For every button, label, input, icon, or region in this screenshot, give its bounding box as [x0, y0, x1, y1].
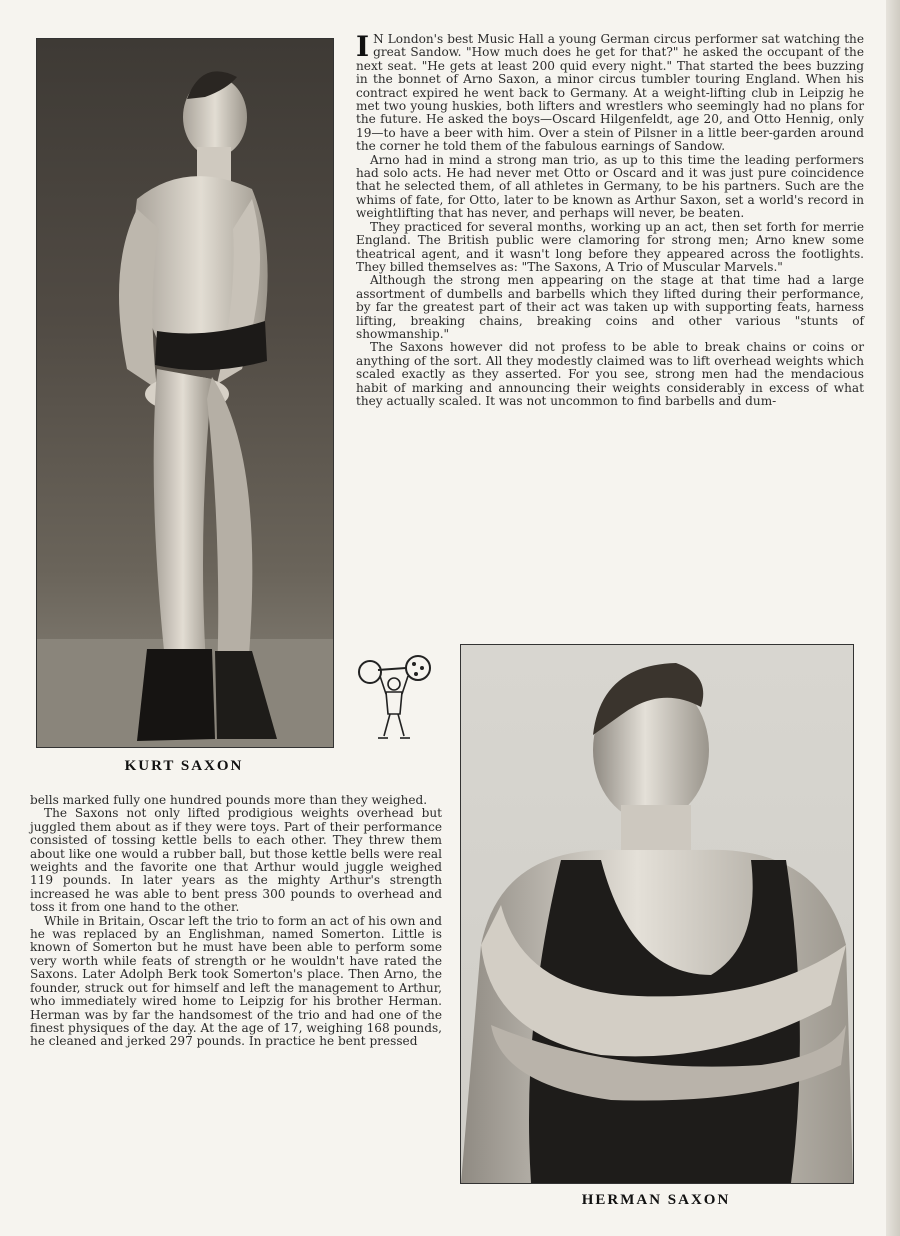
- article-bottom-column: [30, 794, 442, 1049]
- herman-saxon-figure: [461, 645, 853, 1183]
- strongman-lifting-barbell-icon: [356, 650, 432, 742]
- paragraph-text: N London's best Music Hall a young German circus performer sat watching the great Sandow. "How much does he get for that?" he asked the occupant of the next seat. "He gets at least 200 quid every night." That started the bees buzzing in the bonnet of Arno Saxon, a minor circus tumbler touring England. When his contract expired he went back to Germany. At a weight-lifting club in Leipzig he met two young huskies, both lifters and wrestlers who seemingly had no plans for the future. He asked the boys—Oscard Hilgenfeldt, age 20, and Otto Hennig, only 19—to have a beer with him. Over a stein of Pilsner in a little beer-garden around the corner he told them of the fabulous earnings of Sandow.: [356, 32, 864, 154]
- article-paragraph: The Saxons however did not profess to be able to break chains or coins or anything of the sort. All they modestly claimed was to lift overhead weights which scaled exactly as they asserted. For you see, strong men had the mendacious habit of marking and announcing their weights considerably in excess of what they actually scaled. It was not uncommon to find barbells and dum-: [356, 340, 864, 408]
- article-paragraph: They practiced for several months, working up an act, then set forth for merrie England. The British public were clamoring for strong men; Arno knew some theatrical agent, and it wasn't long before they appeared across the footlights. They billed themselves as: "The Saxons, A Trio of Muscular Marvels.": [356, 219, 864, 274]
- page-edge: [886, 0, 900, 1236]
- article-paragraph: Arno had in mind a strong man trio, as up to this time the leading performers had solo acts. He had never met Otto or Oscard and it was just pure coincidence that he selected them, of all athletes in Germany, to be his partners. Such are the whims of fate, for Otto, later to be known as Arthur Saxon, set a world's record in weightlifting that has never, and perhaps will never, be beaten.: [356, 152, 864, 221]
- herman-saxon-caption: HERMAN SAXON: [581, 1192, 731, 1208]
- article-top-column: [356, 30, 864, 408]
- herman-saxon-photo: [460, 644, 854, 1184]
- article-paragraph: While in Britain, Oscar left the trio to form an act of his own and he was replaced by an Englishman, named Somerton. Little is known of Somerton but he must have been able to perform some very worth while feats of strength or he wouldn't have rated the Saxons. Later Adolph Berk took Somerton's place. Then Arno, the founder, struck out for himself and left the management to Arthur, who immediately wired home to Leipzig for his brother Herman. Herman was by far the handsomest of the trio and had one of the finest physiques of the day. At the age of 17, weighing 168 pounds, he cleaned and jerked 297 pounds. In practice he bent pressed: [30, 913, 442, 1049]
- kurt-saxon-figure: [37, 39, 333, 747]
- drop-cap: I: [356, 30, 370, 63]
- kurt-saxon-caption: KURT SAXON: [124, 758, 244, 774]
- article-paragraph: [356, 30, 864, 154]
- article-paragraph: Although the strong men appearing on the stage at that time had a large assortment of dumbells and barbells which they lifted during their performance, by far the greatest part of their act was taken up with supporting feats, harness lifting, breaking chains, breaking coins and other various "stunts of showmanship.": [356, 273, 864, 341]
- article-paragraph: bells marked fully one hundred pounds more than they weighed.: [30, 793, 428, 807]
- article-paragraph: The Saxons not only lifted prodigious weights overhead but juggled them about as if they were toys. Part of their performance consisted of tossing kettle bells to each other. They threw them about like one would a rubber ball, but those kettle bells were real weights and the favorite one that Arthur would juggle weighed 119 pounds. In later years as the mighty Arthur's strength increased he was able to bent press 300 pounds to overhead and toss it from one hand to the other.: [30, 806, 442, 915]
- kurt-saxon-photo: [36, 38, 334, 748]
